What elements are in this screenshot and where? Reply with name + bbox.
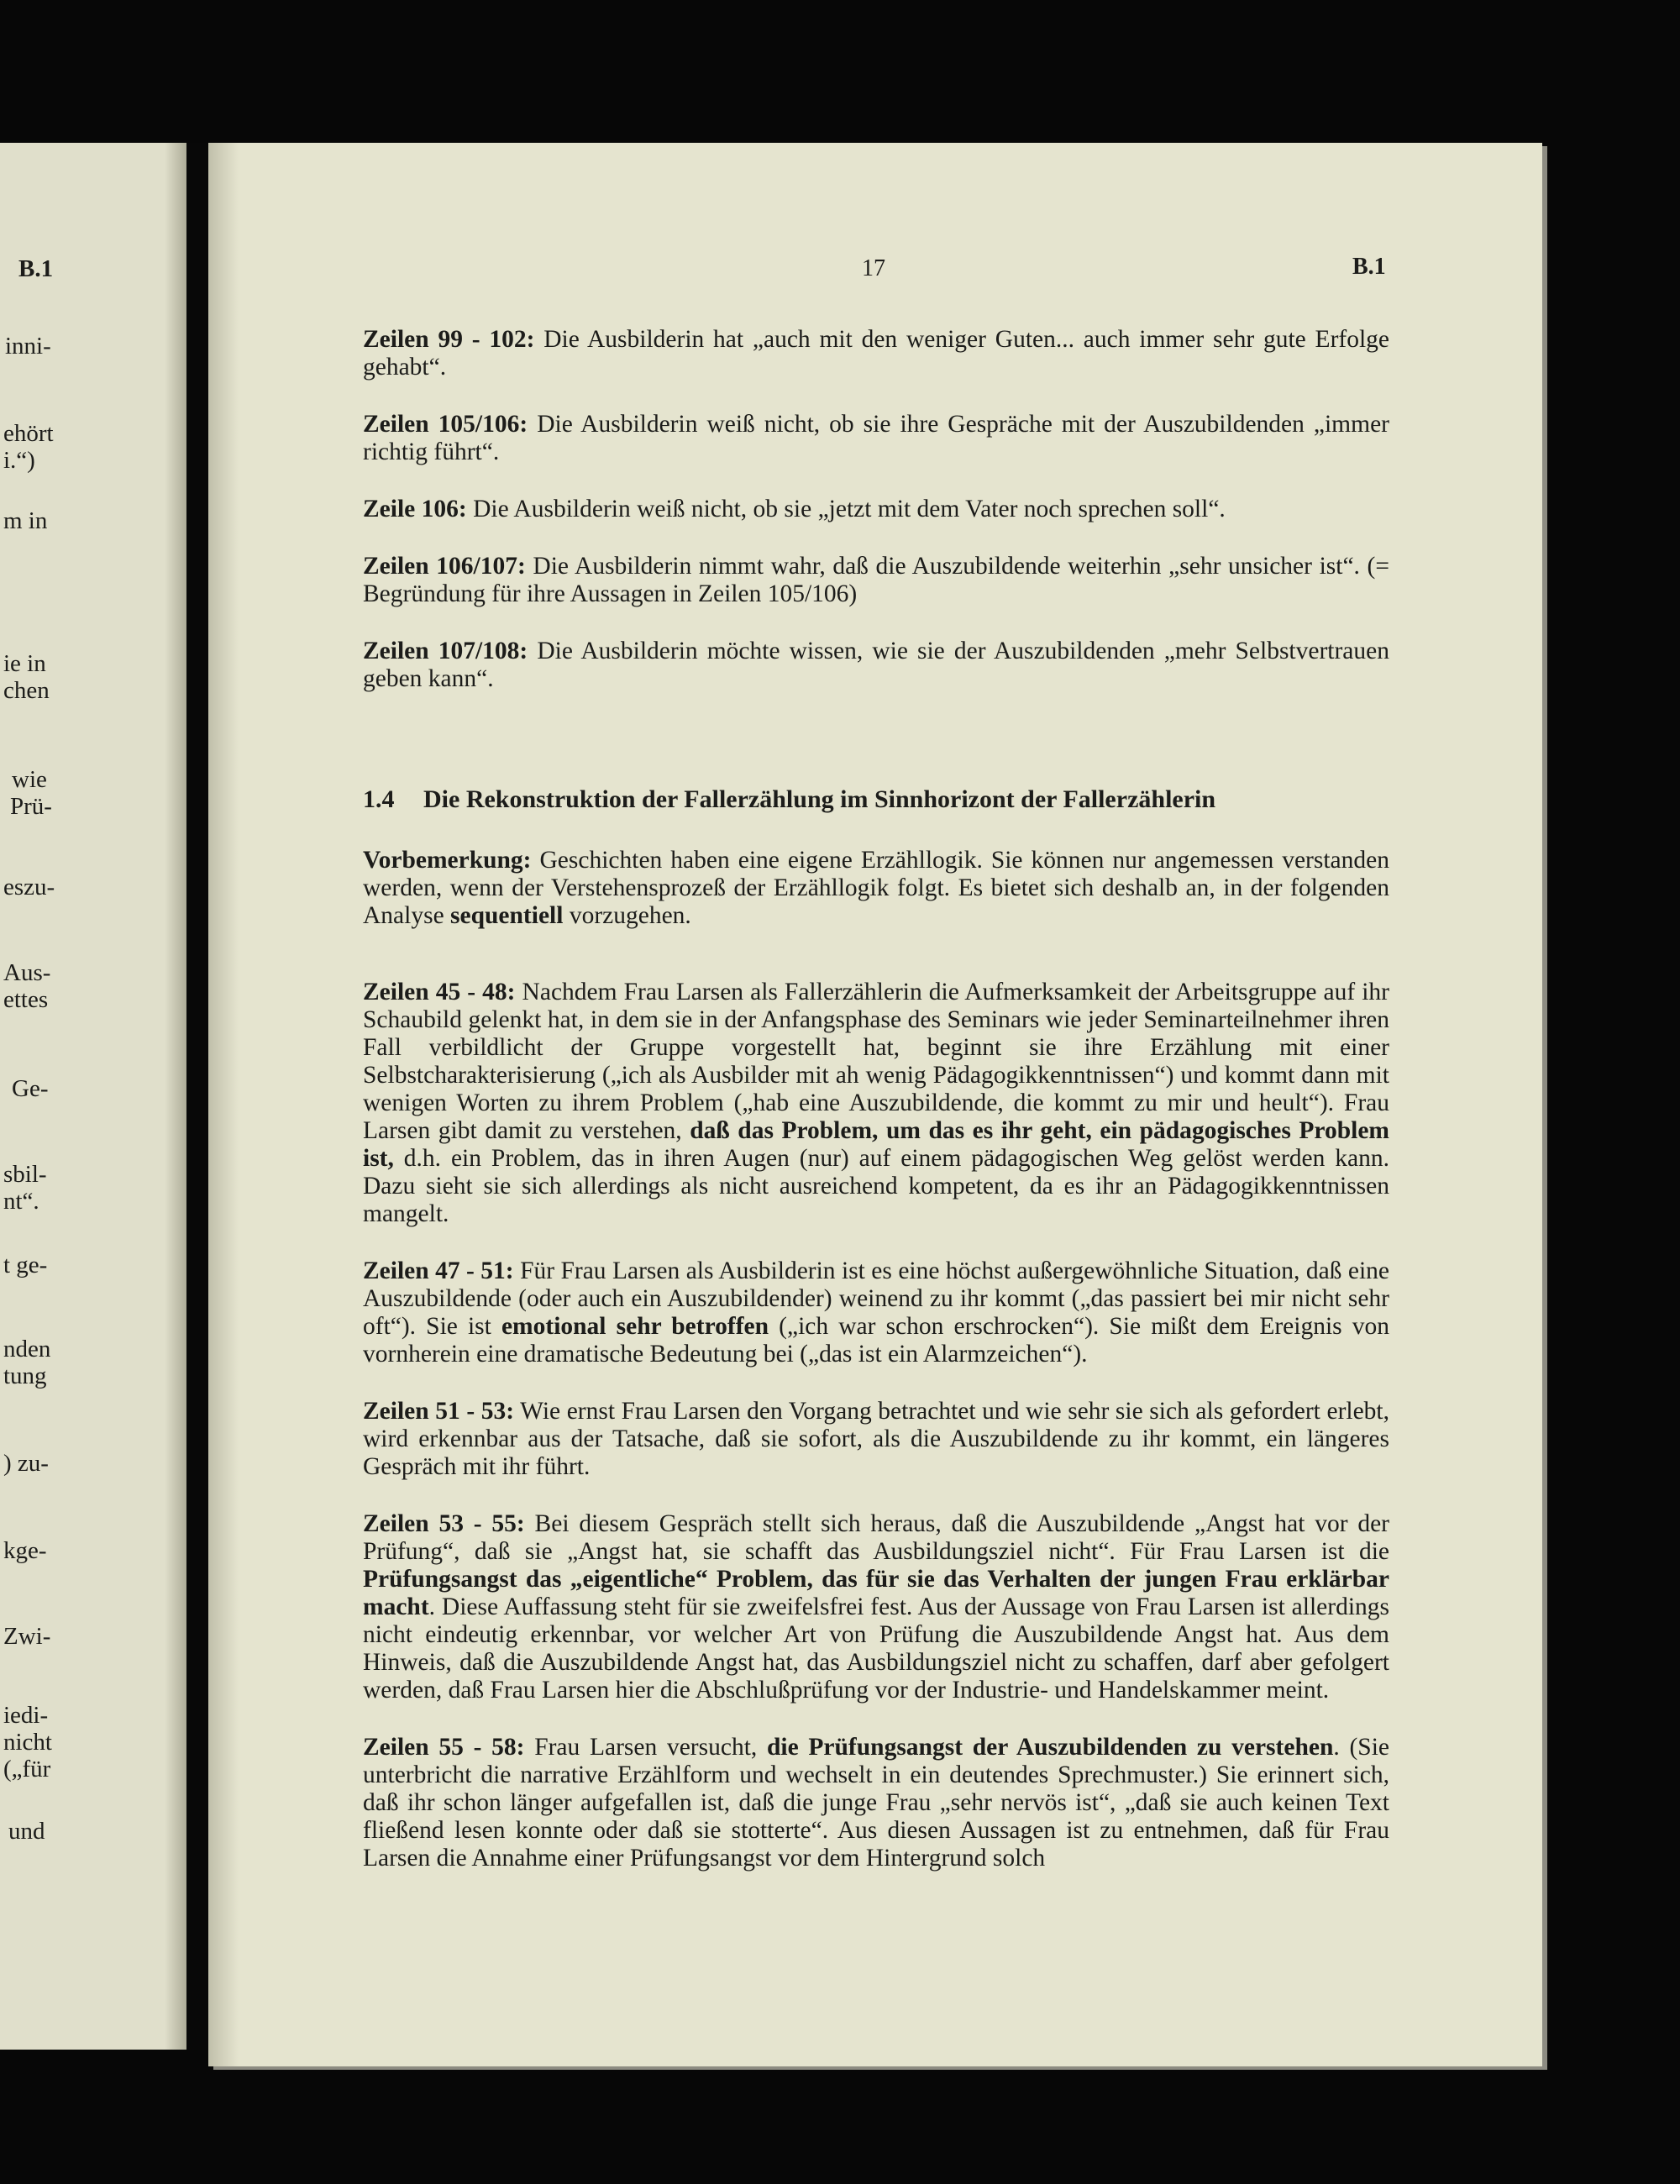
- left-fragment: nden: [3, 1336, 51, 1362]
- paragraph-lead: Vorbemerkung:: [363, 847, 532, 874]
- left-fragment: Prü-: [10, 793, 52, 820]
- paragraph-lead: Zeilen 47 - 51:: [363, 1257, 514, 1284]
- paragraph-zeilen-55-58: [363, 1734, 1389, 1872]
- paragraph-text: Für Frau Larsen als Ausbilderin ist es eine höchst außergewöhnliche Situation, daß eine Auszubildende (oder auch ein Auszubildender) weinend zu ihr kommt („das passiert bei mir nicht sehr oft“). Sie ist: [363, 1257, 1389, 1340]
- left-running-head: B.1: [18, 255, 54, 282]
- left-fragment: ie in: [3, 650, 46, 677]
- emphasis-text: daß das Problem, um das es ihr geht, ein pädagogisches Problem ist,: [363, 1117, 1389, 1172]
- inner-shadow: [208, 143, 239, 2066]
- paragraph-lead: Zeilen 51 - 53:: [363, 1398, 515, 1425]
- emphasis-text: die Prüfungsangst der Auszubildenden zu verstehen: [767, 1734, 1334, 1761]
- paragraph-text: Frau Larsen versucht,: [524, 1734, 767, 1761]
- section-heading: [363, 785, 1389, 813]
- left-page: [0, 143, 186, 2050]
- running-head: B.1: [1352, 254, 1386, 280]
- paragraph-text: d.h. ein Problem, das in ihren Augen (nur) auf einem pädagogischen Weg gelöst werden kann. Dazu sieht sie sich allerdings als nicht ausreichend kompetent, da es ihr an Pädagogikkenntnissen mangelt.: [363, 1145, 1389, 1227]
- paragraph-lead: Zeilen 106/107:: [363, 553, 526, 580]
- section-title: Die Rekonstruktion der Fallerzählung im Sinnhorizont der Fallerzählerin: [423, 785, 1216, 813]
- paragraph-zeilen-107-108: [363, 638, 1389, 693]
- paragraph-text: Die Ausbilderin möchte wissen, wie sie der Auszubildenden „mehr Selbstvertrauen geben kann“.: [363, 638, 1389, 692]
- emphasis-text: sequentiell: [450, 902, 564, 929]
- paragraph-zeilen-47-51: [363, 1257, 1389, 1368]
- left-fragment: chen: [3, 677, 50, 704]
- paragraph-lead: Zeilen 105/106:: [363, 411, 528, 438]
- paragraph-text: Die Ausbilderin nimmt wahr, daß die Auszubildende weiterhin „sehr unsicher ist“. (= Begründung für ihre Aussagen in Zeilen 105/106): [363, 553, 1389, 607]
- emphasis-text: Prüfungsangst das „eigentliche“ Problem, das für sie das Verhalten der jungen Frau erklärbar macht: [363, 1566, 1389, 1620]
- left-fragment: i.“): [3, 447, 35, 474]
- page-body: [363, 326, 1389, 1902]
- left-fragment: nicht: [3, 1729, 52, 1756]
- paragraph-lead: Zeile 106:: [363, 496, 467, 522]
- paragraph-text: („ich war schon erschrocken“). Sie mißt dem Ereignis von vornherein eine dramatische Bedeutung bei („das ist ein Alarmzeichen“).: [363, 1313, 1389, 1368]
- paragraph-lead: Zeilen 45 - 48:: [363, 979, 516, 1005]
- left-fragment: kge-: [3, 1537, 47, 1564]
- left-fragment: ehört: [3, 420, 54, 447]
- paragraph-text: vorzugehen.: [563, 902, 691, 929]
- left-fragment: m in: [3, 507, 48, 534]
- paragraph-text: Die Ausbilderin weiß nicht, ob sie „jetzt mit dem Vater noch sprechen soll“.: [466, 496, 1226, 522]
- paragraph-zeilen-45-48: [363, 979, 1389, 1228]
- paragraph-text: Bei diesem Gespräch stellt sich heraus, daß die Auszubildende „Angst hat vor der Prüfung“, daß sie „Angst hat, sie schafft das Ausbildungsziel nicht“. Für Frau Larsen ist die: [363, 1510, 1389, 1565]
- left-fragment: inni-: [5, 333, 51, 360]
- left-fragment: iedi-: [3, 1702, 49, 1729]
- paragraph-text: Die Ausbilderin hat „auch mit den weniger Guten... auch immer sehr gute Erfolge gehabt“.: [363, 326, 1390, 381]
- left-fragment: ettes: [3, 986, 49, 1013]
- paragraph-zeilen-53-55: [363, 1510, 1389, 1704]
- right-page: [208, 143, 1542, 2066]
- gutter-shadow: [165, 143, 186, 2050]
- paragraph-lead: Zeilen 107/108:: [363, 638, 528, 664]
- left-fragment: und: [8, 1818, 45, 1845]
- paragraph-text: Geschichten haben eine eigene Erzähllogik. Sie können nur angemessen verstanden werden, wenn der Verstehensprozeß der Erzähllogik folgt. Es bietet sich deshalb an, in der folgenden Analyse: [363, 847, 1389, 929]
- paragraph-zeilen-106-107: [363, 553, 1389, 608]
- paragraph-text: . Diese Auffassung steht für sie zweifelsfrei fest. Aus der Aussage von Frau Larsen ist allerdings nicht eindeutig erkennbar, vor welcher Art von Prüfung die Auszubildende Angst hat. Aus dem Hinweis, daß die Auszubildende Angst hat, das Ausbildungsziel nicht zu schaffen, darf aber gefolgert werden, daß Frau Larsen hier die Abschlußprüfung vor der Industrie- und Handelskammer meint.: [363, 1593, 1389, 1704]
- paragraph-lead: Zeilen 55 - 58:: [363, 1734, 525, 1761]
- left-fragment: t ge-: [3, 1252, 48, 1278]
- left-fragment: wie: [12, 766, 47, 793]
- paragraph-zeile-106: [363, 496, 1389, 523]
- left-fragment: nt“.: [3, 1188, 39, 1215]
- section-number: 1.4: [363, 785, 395, 813]
- paragraph-text: Nachdem Frau Larsen als Fallerzählerin die Aufmerksamkeit der Arbeitsgruppe auf ihr Schaubild gelenkt hat, in dem sie in der Anfangsphase des Seminars wie jeder Seminarteilnehmer ihren Fall verbildlicht der Gruppe vorgestellt hat, beginnt sie ihre Erzählung mit einer Selbstcharakterisierung („ich als Ausbilder mit ah wenig Pädagogikkenntnissen“) und kommt dann mit wenigen Worten zu ihrem Problem („hab eine Auszubildende, die kommt zu mir und heult“). Frau Larsen gibt damit zu verstehen,: [363, 979, 1389, 1144]
- paragraph-vorbemerkung: [363, 847, 1389, 930]
- left-fragment: ) zu-: [3, 1450, 49, 1477]
- page-number: 17: [862, 255, 885, 281]
- paragraph-zeilen-99-102: [363, 326, 1389, 381]
- left-fragment: Zwi-: [3, 1623, 51, 1650]
- left-fragment: sbil-: [3, 1161, 47, 1188]
- paragraph-lead: Zeilen 99 - 102:: [363, 326, 535, 353]
- emphasis-text: emotional sehr betroffen: [501, 1313, 769, 1340]
- paragraph-lead: Zeilen 53 - 55:: [363, 1510, 525, 1537]
- left-fragment: tung: [3, 1362, 47, 1389]
- paragraph-text: . (Sie unterbricht die narrative Erzählform und wechselt in ein deutendes Sprechmuster.) Sie erinnert sich, daß ihr schon länger aufgefallen ist, daß die junge Frau „sehr nervös ist“, „daß sie auch keinen Text fließend lesen konnte oder daß sie stotterte“. Aus diesen Aussagen ist zu entnehmen, daß für Frau Larsen die Annahme einer Prüfungsangst vor dem Hintergrund solch: [363, 1734, 1389, 1872]
- paragraph-zeilen-105-106: [363, 411, 1389, 466]
- left-fragment: Ge-: [12, 1075, 49, 1102]
- left-fragment: Aus-: [3, 959, 51, 986]
- left-fragment: eszu-: [3, 874, 55, 900]
- left-fragment: („für: [3, 1756, 51, 1782]
- paragraph-text: Die Ausbilderin weiß nicht, ob sie ihre Gespräche mit der Auszubildenden „immer richtig führt“.: [363, 411, 1389, 465]
- book-spine: [186, 143, 208, 2050]
- paragraph-zeilen-51-53: [363, 1398, 1389, 1481]
- paragraph-text: Wie ernst Frau Larsen den Vorgang betrachtet und wie sehr sie sich als gefordert erlebt, wird erkennbar aus der Tatsache, daß sie sofort, als die Auszubildende zu ihr kommt, ein längeres Gespräch mit ihr führt.: [363, 1398, 1389, 1480]
